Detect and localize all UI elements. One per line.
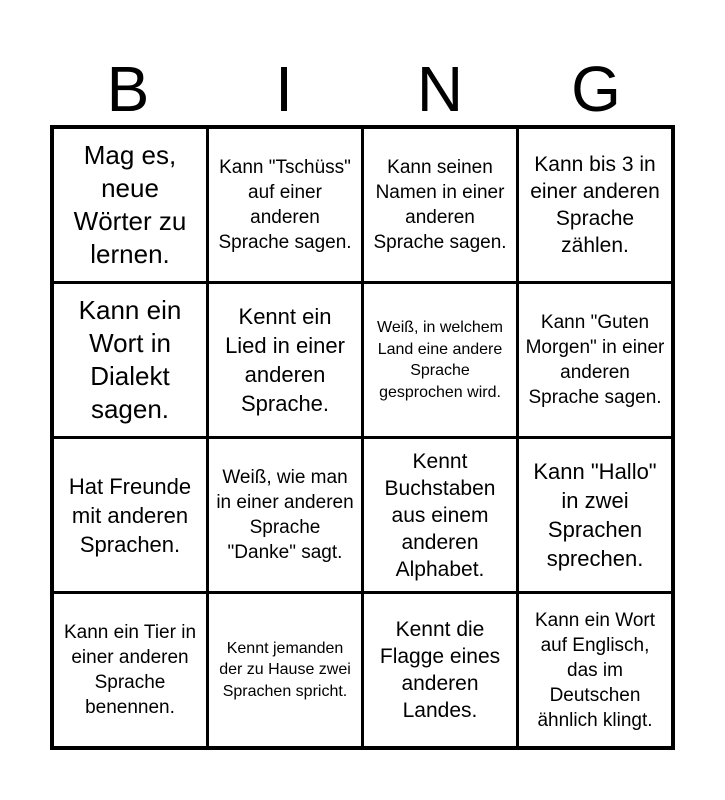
- bingo-cell[interactable]: [519, 284, 671, 436]
- bingo-header: [50, 54, 675, 124]
- cell-text: Hat Freunde mit anderen Sprachen.: [68, 473, 192, 557]
- cell-text: Kann ein Tier in einer anderen Sprache benennen.: [63, 622, 197, 718]
- cell-text: Kann "Hallo" in zwei Sprachen sprechen.: [533, 459, 657, 571]
- cell-text: Kennt ein Lied in einer anderen Sprache.: [225, 304, 345, 416]
- cell-text: Mag es, neue Wörter zu lernen.: [73, 140, 187, 269]
- bingo-cell[interactable]: [519, 439, 671, 591]
- bingo-cell[interactable]: [519, 594, 671, 746]
- cell-text: Kann bis 3 in einer anderen Sprache zählen.: [530, 153, 660, 257]
- cell-text: Kann "Guten Morgen" in einer anderen Sprache sagen.: [525, 312, 665, 408]
- bingo-cell[interactable]: [54, 129, 206, 281]
- bingo-cell[interactable]: [54, 594, 206, 746]
- cell-text: Kann "Tschüss" auf einer anderen Sprache sagen.: [218, 157, 352, 253]
- bingo-cell[interactable]: [364, 129, 516, 281]
- header-letter-n: N: [416, 53, 464, 125]
- cell-text: Kennt die Flagge eines anderen Landes.: [379, 618, 501, 722]
- header-letter-g: G: [571, 53, 621, 125]
- bingo-cell[interactable]: [364, 439, 516, 591]
- bingo-cell[interactable]: [54, 439, 206, 591]
- cell-text: Kennt jemanden der zu Hause zwei Sprachen spricht.: [219, 639, 351, 700]
- header-letter-i: I: [275, 53, 293, 125]
- bingo-cell[interactable]: [54, 284, 206, 436]
- bingo-cell[interactable]: [209, 129, 361, 281]
- cell-text: Weiß, in welchem Land eine andere Sprache gesprochen wird.: [377, 319, 503, 401]
- bingo-cell[interactable]: [364, 594, 516, 746]
- cell-text: Kennt Buchstaben aus einem anderen Alphabet.: [384, 449, 496, 581]
- cell-text: Kann seinen Namen in einer anderen Sprache sagen.: [373, 157, 507, 253]
- bingo-grid: [50, 125, 675, 750]
- bingo-cell[interactable]: [209, 439, 361, 591]
- header-letter-b: B: [106, 53, 150, 125]
- cell-text: Weiß, wie man in einer anderen Sprache "Danke" sagt.: [216, 467, 354, 563]
- bingo-cell[interactable]: [209, 284, 361, 436]
- bingo-cell[interactable]: [364, 284, 516, 436]
- cell-text: Kann ein Wort in Dialekt sagen.: [78, 295, 182, 424]
- cell-text: Kann ein Wort auf Englisch, das im Deutschen ähnlich klingt.: [534, 609, 656, 731]
- bingo-cell[interactable]: [209, 594, 361, 746]
- bingo-cell[interactable]: [519, 129, 671, 281]
